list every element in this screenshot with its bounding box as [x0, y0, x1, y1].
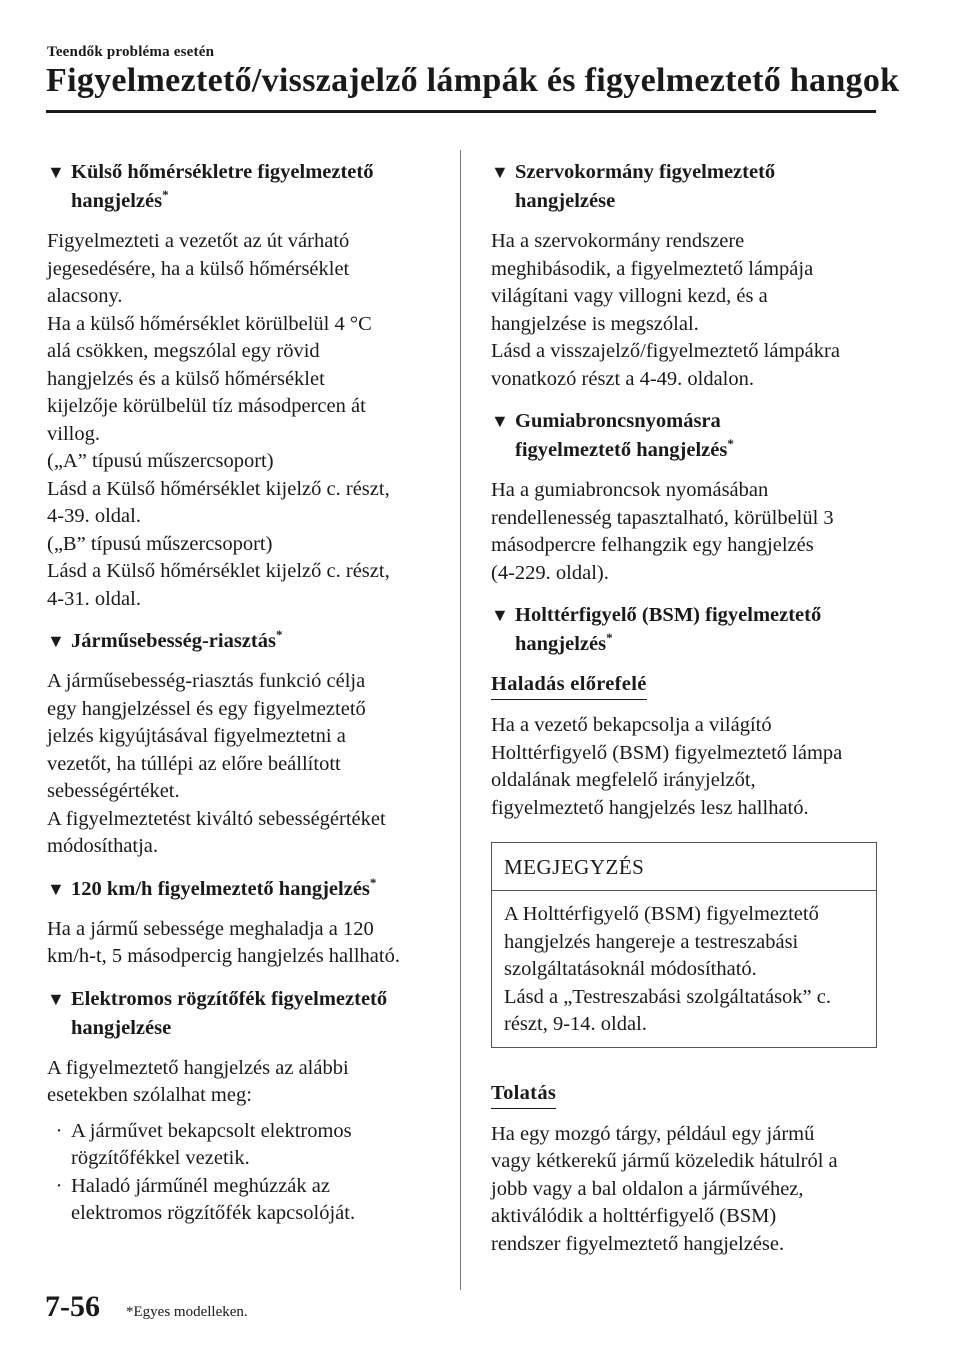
subheading: Tolatás: [491, 1080, 556, 1109]
triangle-down-icon: ▼: [491, 411, 509, 431]
paragraph: Ha a szervokormány rendszere meghibásodik, a figyelmeztető lámpája világítani vagy villogni kezd, és a hangjelzése is megszólal. Lásd a visszajelző/figyelmeztető lámpákra vonatkozó részt a 4-49. oldalon.: [491, 230, 840, 390]
triangle-down-icon: ▼: [47, 631, 65, 651]
triangle-down-icon: ▼: [47, 988, 65, 1009]
paragraph: A járműsebesség-riasztás funkció célja egy hangjelzéssel és egy figyelmeztető jelzés kigyújtásával figyelmeztetni a vezetőt, ha túllépi az előre beállított sebességértéket. A figyelmeztetést kiváltó sebességértéket módosíthatja.: [47, 670, 386, 857]
section-heading: ▼ Külső hőmérsékletre figyelmeztető hangjelzés*: [47, 158, 439, 216]
note-box: [491, 842, 877, 1048]
section-heading: ▼ Járműsebesség-riasztás*: [47, 627, 439, 656]
triangle-down-icon: ▼: [47, 162, 65, 182]
asterisk-mark: *: [606, 630, 613, 646]
bullet-dot-icon: ·: [55, 1174, 63, 1197]
subheading: Haladás előrefelé: [491, 671, 647, 700]
footnote: *Egyes modelleken.: [126, 1304, 248, 1320]
section-heading: ▼ Gumiabroncsnyomásra figyelmeztető hangjelzés*: [491, 407, 877, 465]
paragraph: Ha egy mozgó tárgy, például egy jármű vagy kétkerekű jármű közeledik hátulról a jobb vagy a bal oldalon a járművéhez, aktiválódik a holttérfigyelő (BSM) rendszer figyelmeztető hangjelzése.: [491, 1122, 838, 1255]
section-heading: ▼ Szervokormány figyelmeztető hangjelzése: [491, 158, 877, 216]
right-column: [491, 158, 877, 1272]
asterisk-mark: *: [275, 627, 283, 643]
column-divider: [460, 150, 461, 1290]
asterisk-mark: *: [162, 187, 169, 203]
section-heading: ▼ 120 km/h figyelmeztető hangjelzés*: [47, 875, 439, 904]
section-heading: ▼ Elektromos rögzítőfék figyelmeztető hangjelzése: [47, 985, 439, 1043]
list-item: · Haladó járműnél meghúzzák az elektromos rögzítőfék kapcsolóját.: [47, 1173, 439, 1228]
page-number: 7-56: [45, 1290, 100, 1323]
list-item: · A járművet bekapcsolt elektromos rögzítőfékkel vezetik.: [47, 1118, 439, 1173]
triangle-down-icon: ▼: [491, 605, 509, 625]
paragraph: Ha a gumiabroncsok nyomásában rendellenesség tapasztalható, körülbelül 3 másodpercre felhangzik egy hangjelzés (4-229. oldal).: [491, 479, 834, 584]
section-heading: ▼ Holttérfigyelő (BSM) figyelmeztető hangjelzés*: [491, 601, 877, 659]
paragraph: Ha a jármű sebessége meghaladja a 120 km/h-t, 5 másodpercig hangjelzés hallható.: [47, 917, 400, 967]
paragraph: Ha a vezető bekapcsolja a világító Holttérfigyelő (BSM) figyelmeztető lámpa oldalának megfelelő irányjelzőt, figyelmeztető hangjelzés lesz hallható.: [491, 714, 843, 819]
asterisk-mark: *: [369, 874, 377, 890]
paragraph: A figyelmeztető hangjelzés az alábbi esetekben szólalhat meg:: [47, 1056, 349, 1106]
note-body: A Holttérfigyelő (BSM) figyelmeztető hangjelzés hangereje a testreszabási szolgáltatásoknál módosítható. Lásd a „Testreszabási szolgáltatások” c. részt, 9-14. oldal.: [504, 903, 831, 1035]
triangle-down-icon: ▼: [491, 162, 509, 182]
triangle-down-icon: ▼: [47, 878, 65, 899]
section-label: Teendők probléma esetén: [47, 44, 215, 60]
header-rule: [46, 110, 876, 113]
asterisk-mark: *: [727, 436, 734, 452]
left-column: [47, 158, 439, 1228]
note-title: MEGJEGYZÉS: [492, 843, 876, 891]
bullet-dot-icon: ·: [55, 1119, 63, 1142]
page-title: Figyelmeztető/visszajelző lámpák és figyelmeztető hangok: [46, 62, 900, 99]
paragraph: Figyelmezteti a vezetőt az út várható jegesedésére, ha a külső hőmérséklet alacsony. Ha a külső hőmérséklet körülbelül 4 °C alá csökken, megszólal egy rövid hangjelzés és a külső hőmérséklet kijelzője körülbelül tíz másodpercen át villog. („A” típusú műszercsoport) Lásd a Külső hőmérséklet kijelző c. részt, 4-39. oldal. („B” típusú műszercsoport) Lásd a Külső hőmérséklet kijelző c. részt, 4-31. oldal.: [47, 230, 390, 610]
